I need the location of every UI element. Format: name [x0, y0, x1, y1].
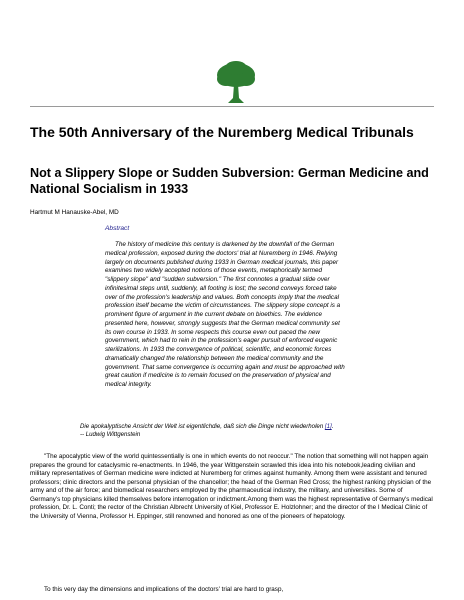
epigraph-attribution: -- Ludwig Wittgenstein — [80, 431, 141, 438]
tree-icon — [214, 60, 258, 106]
epigraph: Die apokalyptische Ansicht der Welt ist eigentlichdie, daß sich die Dinge nicht wiederholen [1]. -- Ludwig Wittgenstein — [80, 423, 334, 438]
epigraph-quote: Die apokalyptische Ansicht der Welt ist eigentlichdie, daß sich die Dinge nicht wiederholen — [80, 423, 324, 430]
article-subtitle: Not a Slippery Slope or Sudden Subversion: German Medicine and National Socialism in 1933 — [30, 166, 429, 196]
abstract-text: The history of medicine this century is darkened by the downfall of the German medical profession, exposed during the doctors' trial at Nuremberg in 1946. Relying largely on documents published during 1933 in German medical journals, this paper examines two widely accepted notions of those events, metaphorically termed "slippery slope" and "sudden subversion." The first connotes a gradual slide over infinitesimal steps until, suddenly, all footing is lost; the second conveys forced take over of the profession's leadership and values. Both concepts imply that the medical profession itself became the victim of circumstances. The slippery slope concept is a prominent figure of argument in the current debate on bioethics. The evidence presented here, however, strongly suggests that the German medical community set its own course in 1933. In some respects this course even out paced the new government, which had to rein in the profession's eager pursuit of enforced eugenic sterilizations. In 1933 the convergence of political, scientific, and economic forces dramatically changed the relationship between the medical community and the government. That same convergence is occurring again and must be approached with great caution if medicine is to remain focused on the preservation of physical and medical integrity. — [105, 241, 345, 388]
page-title: The 50th Anniversary of the Nuremberg Medical Tribunals — [30, 124, 414, 140]
body-paragraph: "The apocalyptic view of the world quintessentially is one in which events do not reoccur." The notion that something will not happen again prepares the ground for cataclysmic re-enactments. In 1946, the year Wittgenstein scrawled this idea into his notebook,leading civilian and military representatives of German medicine were indicted at Nuremberg for crimes against humanity. Among them were assistant and tenured professors; clinic directors and the personal physician of the chancellor; the head of the German Red Cross; the highest ranking physician of the army and of the air force; and biomedical researchers employed by the pharmaceutical industry, the military, and universities. Some of Germany's top physicians killed themselves before interrogation or indictment.Among them was the highest representative of Germany's medical profession, Dr. L. Conti; the rector of the Christian Albrecht University of Kiel, Professor E. Holzlohner; and the director of the I Medical Clinic of the University of Vienna, Professor H. Eppinger, still renowned and honored as one of the pioneers of hepatology. — [30, 453, 433, 520]
abstract-heading: Abstract — [105, 225, 130, 232]
footnote-link[interactable]: [1] — [324, 423, 332, 430]
body-paragraph: To this very day the dimensions and implications of the doctors' trial are hard to grasp, — [44, 586, 284, 593]
author-line: Hartmut M Hanauske-Abel, MD — [30, 209, 119, 216]
header-divider — [30, 106, 434, 107]
